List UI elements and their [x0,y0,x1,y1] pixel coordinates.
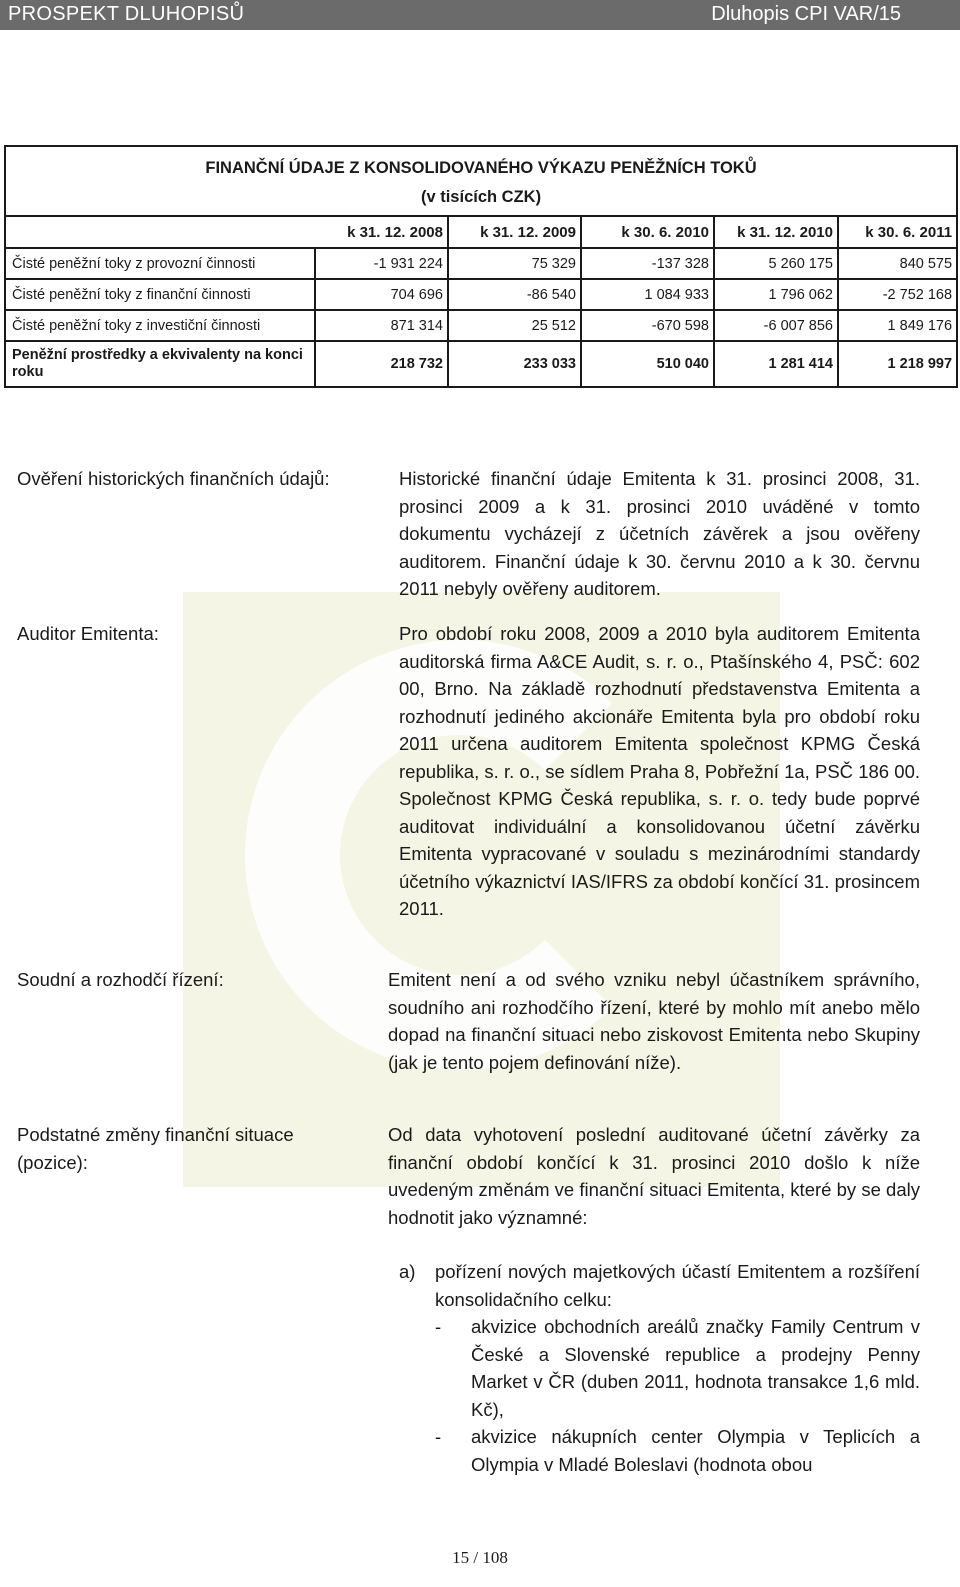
row-label: Čisté peněžní toky z finanční činnosti [5,279,315,310]
row-label: Čisté peněžní toky z provozní činnosti [5,248,315,279]
table-cell: 840 575 [838,248,957,279]
header-right-title: Dluhopis CPI VAR/15 [711,3,901,25]
table-corner [5,216,315,248]
column-header: k 30. 6. 2010 [581,216,714,248]
table-cell: -670 598 [581,310,714,341]
page-header [0,0,960,30]
verification-label: Ověření historických finančních údajů: [17,468,330,489]
table-cell: 1 218 997 [838,341,957,387]
row-label: Čisté peněžní toky z investiční činnosti [5,310,315,341]
table-cell: 871 314 [315,310,448,341]
table-cell: -2 752 168 [838,279,957,310]
column-header: k 31. 12. 2008 [315,216,448,248]
changes-text: Od data vyhotovení poslední auditované účetní závěrky za finanční období končící k 31. prosinci 2010 došlo k níže uvedeným změnám ve finanční situaci Emitenta, které by se daly hodnotit jako významné: [388,1124,920,1228]
table-cell: -1 931 224 [315,248,448,279]
list-item-text: pořízení nových majetkových účastí Emitentem a rozšíření konsolidačního celku: [435,1261,920,1310]
list-item [435,1423,920,1478]
dash-marker: - [435,1426,442,1447]
row-label: Peněžní prostředky a ekvivalenty na konci roku [5,341,315,387]
header-left-title: PROSPEKT DLUHOPISŮ [8,3,245,25]
litigation-text: Emitent není a od svého vzniku nebyl účastníkem správního, soudního ani rozhodčího řízení, které by mohlo mít anebo mělo dopad na finanční situaci nebo ziskovost Emitenta nebo Skupiny (jak je tento pojem definování níže). [388,969,920,1073]
table-row [5,279,957,310]
table-cell: 1 796 062 [714,279,838,310]
table-row [5,310,957,341]
cashflow-table [4,145,958,388]
column-header: k 31. 12. 2009 [448,216,581,248]
table-cell: -6 007 856 [714,310,838,341]
table-subtitle: (v tisících CZK) [420,187,542,206]
verification-text: Historické finanční údaje Emitenta k 31. prosinci 2008, 31. prosinci 2009 a k 31. prosinci 2010 uváděné v tomto dokumentu vycházejí z účetních závěrek a jsou ověřeny auditorem. Finanční údaje k 30. červnu 2010 a k 30. červnu 2011 nebyly ověřeny auditorem. [399,468,920,599]
column-header: k 30. 6. 2011 [838,216,957,248]
page-number: 15 / 108 [452,1548,508,1567]
table-cell: -86 540 [448,279,581,310]
list-item [435,1313,920,1423]
table-cell: 1 281 414 [714,341,838,387]
table-cell: -137 328 [581,248,714,279]
table-cell: 75 329 [448,248,581,279]
table-cell: 233 033 [448,341,581,387]
changes-label: Podstatné změny finanční situace (pozice): [17,1124,294,1173]
table-cell: 704 696 [315,279,448,310]
table-cell: 5 260 175 [714,248,838,279]
list-marker: a) [399,1261,416,1282]
table-row [5,248,957,279]
table-cell: 1 849 176 [838,310,957,341]
table-row [5,341,957,387]
auditor-label: Auditor Emitenta: [17,623,159,644]
litigation-label: Soudní a rozhodčí řízení: [17,969,224,990]
auditor-text: Pro období roku 2008, 2009 a 2010 byla auditorem Emitenta auditorská firma A&CE Audit, s. r. o., Ptašínského 4, PSČ: 602 00, Brno. Na základě rozhodnutí představenstva Emitenta a rozhodnutí jediného akcionáře Emitenta byla pro období roku 2011 určena auditorem Emitenta společnost KPMG Česká republika, s. r. o., se sídlem Praha 8, Pobřežní 1a, PSČ 186 00. Společnost KPMG Česká republika, s. r. o. tedy bude poprvé auditovat individuální a konsolidovanou účetní závěrku Emitenta vypracované v souladu s mezinárodními standardy účetního výkaznictví IAS/IFRS za období končící 31. prosincem 2011. [399,623,920,919]
list-item [399,1258,920,1313]
column-header: k 31. 12. 2010 [714,216,838,248]
list-item-text: akvizice obchodních areálů značky Family Centrum v České a Slovenské republice a prodejny Penny Market v ČR (duben 2011, hodnota transakce 1,6 mld. Kč), [471,1316,920,1420]
table-cell: 1 084 933 [581,279,714,310]
table-cell: 218 732 [315,341,448,387]
table-title: FINANČNÍ ÚDAJE Z KONSOLIDOVANÉHO VÝKAZU PENĚŽNÍCH TOKŮ [205,158,757,177]
changes-list [399,1258,920,1478]
list-item-text: akvizice nákupních center Olympia v Teplicích a Olympia v Mladé Boleslavi (hodnota obou [471,1426,920,1475]
table-title-cell [5,146,957,216]
table-cell: 25 512 [448,310,581,341]
dash-marker: - [435,1316,442,1337]
table-cell: 510 040 [581,341,714,387]
